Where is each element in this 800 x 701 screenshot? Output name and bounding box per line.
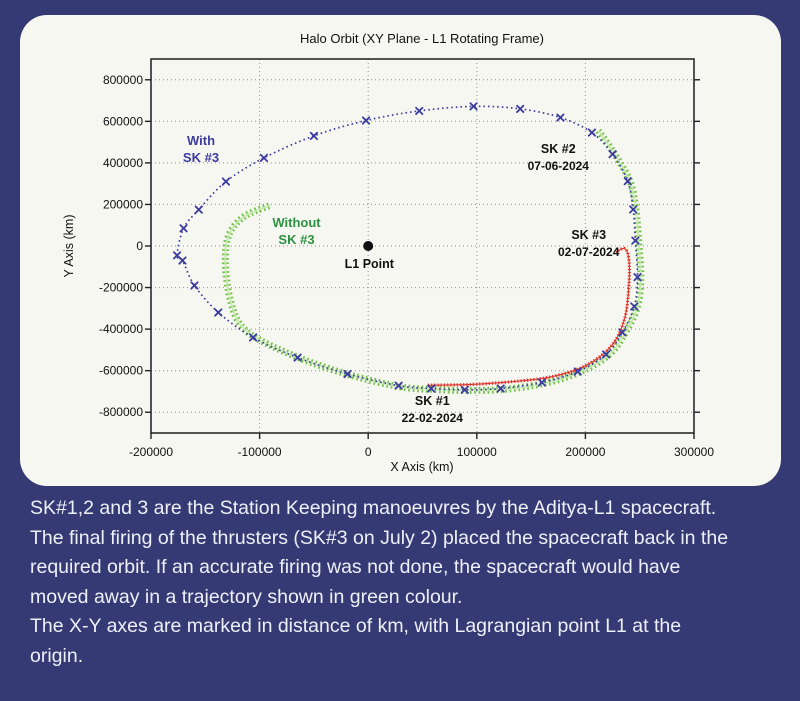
annotation-label: SK #3 [278,231,315,247]
caption-line: The X-Y axes are marked in distance of km, with Lagrangian point L1 at the [30,615,682,638]
orbit-data-marker-x [180,225,186,231]
caption-line: moved away in a trajectory shown in green colour. [30,585,463,608]
x-axis-label: X Axis (km) [390,460,454,474]
caption-line: required orbit. If an accurate firing was not done, the spacecraft would have [30,556,681,579]
caption-line: origin. [30,644,84,667]
orbit-data-marker-x [311,133,317,139]
y-axis-label: Y Axis (km) [62,214,76,278]
orbit-data-marker-x [363,117,369,123]
x-tick-label: 100000 [456,445,497,459]
caption-text [30,494,782,672]
y-tick-label: -200000 [98,280,143,295]
orbit-data-marker-x [179,257,185,263]
orbit-data-marker-x [557,114,563,120]
orbit-data-marker-x [196,206,202,212]
y-tick-label: 600000 [102,114,143,129]
y-tick-label: -400000 [98,322,143,337]
annotation-label: L1 Point [344,257,394,271]
annotation-label: SK #2 [540,141,576,156]
annotation-label: Without [272,214,321,230]
l1-point-dot [363,241,373,251]
x-tick-label: 0 [364,445,372,459]
orbit-data-marker-x [191,282,197,288]
y-tick-label: 0 [136,239,143,253]
x-tick-label: -200000 [128,445,174,459]
y-tick-label: -600000 [98,363,143,378]
orbit-data-marker-x [215,309,221,315]
chart-title: Halo Orbit (XY Plane - L1 Rotating Frame) [300,31,544,46]
y-tick-label: 400000 [102,155,143,170]
annotation-label: 07-06-2024 [527,158,589,173]
orbit-data-marker-x [517,106,523,112]
x-tick-label: 300000 [673,445,715,459]
annotation-label: SK #3 [571,227,607,242]
caption-line: SK#1,2 and 3 are the Station Keeping manoeuvres by the Aditya-L1 spacecraft. [30,497,717,519]
annotation-label: SK #1 [414,393,450,408]
plot-layers [99,59,714,459]
caption-line: The final firing of the thrusters (SK#3 on July 2) placed the spacecraft back in the [30,526,729,549]
y-tick-label: -800000 [98,405,143,420]
x-tick-label: 200000 [565,445,606,459]
annotation-label: SK #3 [182,149,220,165]
orbit-data-marker-x [589,129,595,135]
y-tick-label: 200000 [102,197,143,212]
orbit-data-marker-x [416,108,422,114]
orbit-data-marker-x [223,178,229,184]
orbit-data-marker-x [261,155,267,161]
annotation-label: With [186,132,216,148]
y-tick-label: 800000 [102,72,143,87]
x-tick-label: -100000 [237,445,282,459]
annotation-label: 22-02-2024 [401,410,463,425]
annotation-label: 02-07-2024 [558,244,620,259]
